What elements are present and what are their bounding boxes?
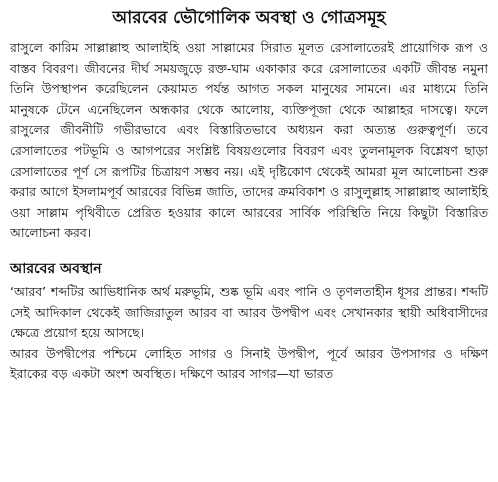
section-paragraph: ‘আরব’ শব্দটির আভিধানিক অর্থ মরুভূমি, শুষ্ক ভূমি এবং পানি ও তৃণলতাহীন ধূসর প্রান্তর। শব্দটি সেই আদিকাল থেকেই জাজিরাতুল আরব বা আরব উপদ্বীপ এবং সেখানকার স্থায়ী অধিবাসীদের ক্ষেত্রে প্রয়োগ হয়ে আসছে। <box>10 283 488 341</box>
intro-paragraph: রাসুলে কারিম সাল্লাল্লাহু আলাইহি ওয়া সাল্লামের সিরাত মূলত রেসালাতেরই প্রায়োগিক রূপ ও বাস্তব বিবরণ। জীবনের দীর্ঘ সময়জুড়ে রক্ত-ঘাম একাকার করে রেসালাতের একটি জীবন্ত নমুনা তিনি উপস্থাপন করেছিলেন কেয়ামত পর্যন্ত আগত সকল মানুষের সামনে। এর মাধ্যমে তিনি মানুষকে টেনে এনেছিলেন অন্ধকার থেকে আলোয়, ব্যক্তিপূজা থেকে আল্লাহর দাসত্বে। ফলে রাসুলের জীবনীটি গভীরভাবে এবং বিস্তারিতভাবে অধ্যয়ন করা অত্যন্ত গুরুত্বপূর্ণ। তবে রেসালাতের পটভূমি ও আগপরের সংশ্লিষ্ট বিষয়গুলোর বিবরণ এবং তুলনামূলক বিশ্লেষণ ছাড়া রেসালাতের পূর্ণ সে রূপটির চিত্রায়ণ সম্ভব নয়। এই দৃষ্টিকোণ থেকেই আমরা মূল আলোচনা শুরু করার আগে ইসলামপূর্ব আরবের বিভিন্ন জাতি, তাদের ক্রমবিকাশ ও রাসুলুল্লাহ সাল্লাল্লাহু আলাইহি ওয়া সাল্লাম পৃথিবীতে প্রেরিত হওয়ার কালে আরবের সার্বিক পরিস্থিতি নিয়ে কিছুটা বিস্তারিত আলোচনা করব। <box>10 40 488 241</box>
page-title: আরবের ভৌগোলিক অবস্থা ও গোত্রসমূহ <box>112 8 386 28</box>
section-paragraph: আরব উপদ্বীপের পশ্চিমে লোহিত সাগর ও সিনাই উপদ্বীপ, পূর্বে আরব উপসাগর ও দক্ষিণ ইরাকের বড় একটা অংশ অবস্থিত। দক্ষিণে আরব সাগর—যা ভারত <box>10 345 488 382</box>
section-heading: আরবের অবস্থান <box>10 260 102 277</box>
